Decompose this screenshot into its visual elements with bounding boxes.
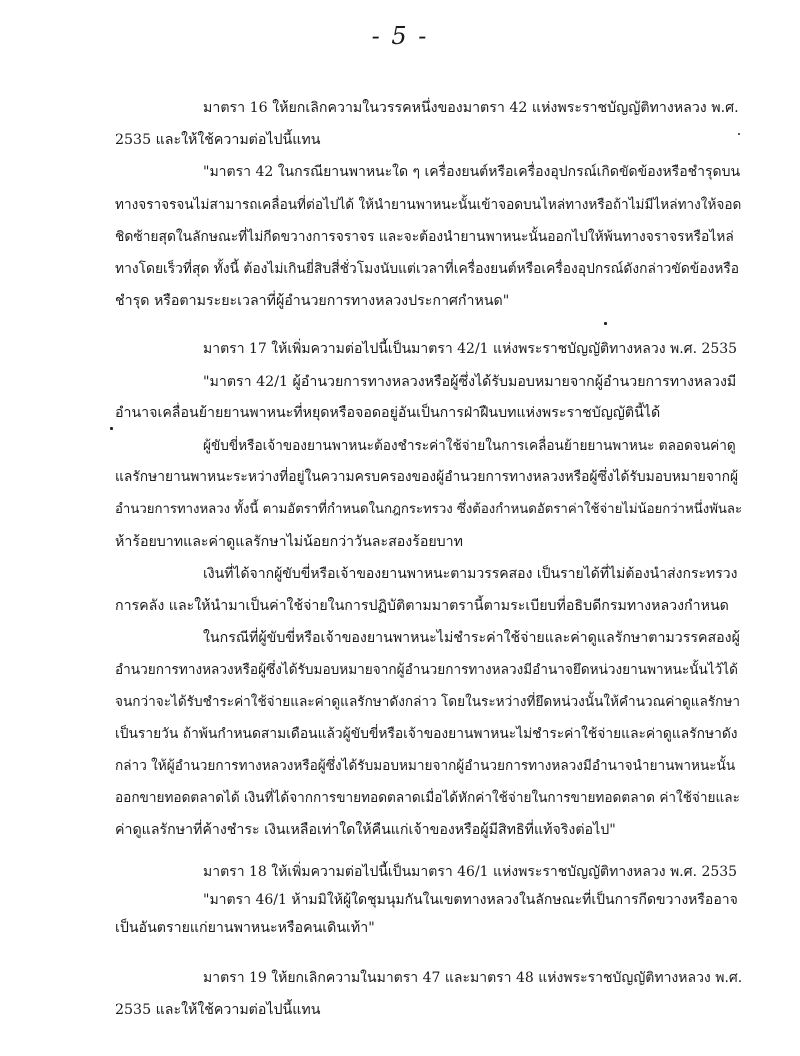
text-line: มาตรา 17 ให้เพิ่มความต่อไปนี้เป็นมาตรา 42/1 แห่งพระราชบัญญัติทางหลวง พ.ศ. 2535 bbox=[203, 341, 738, 357]
text-line: มาตรา 18 ให้เพิ่มความต่อไปนี้เป็นมาตรา 46/1 แห่งพระราชบัญญัติทางหลวง พ.ศ. 2535 bbox=[203, 864, 738, 880]
text-line: "มาตรา 46/1 ห้ามมิให้ผู้ใดชุมนุมกันในเขตทางหลวงในลักษณะที่เป็นการกีดขวางหรืออาจ bbox=[203, 892, 738, 908]
text-line: มาตรา 19 ให้ยกเลิกความในมาตรา 47 และมาตรา 48 แห่งพระราชบัญญัติทางหลวง พ.ศ. bbox=[203, 970, 743, 986]
text-line: ผู้ขับขี่หรือเจ้าของยานพาหนะต้องชำระค่าใช้จ่ายในการเคลื่อนย้ายยานพาหนะ ตลอดจนค่าดู bbox=[203, 438, 736, 454]
scan-speck bbox=[738, 133, 740, 135]
text-line: ออกขายทอดตลาดได้ เงินที่ได้จากการขายทอดตลาดเมื่อได้หักค่าใช้จ่ายในการขายทอดตลาด ค่าใช้จ่ายและ bbox=[115, 790, 740, 806]
text-line: มาตรา 16 ให้ยกเลิกความในวรรคหนึ่งของมาตรา 42 แห่งพระราชบัญญัติทางหลวง พ.ศ. bbox=[203, 100, 739, 116]
text-line: 2535 และให้ใช้ความต่อไปนี้แทน bbox=[115, 132, 321, 148]
text-line: ทางโดยเร็วที่สุด ทั้งนี้ ต้องไม่เกินยี่สิบสี่ชั่วโมงนับแต่เวลาที่เครื่องยนต์หรือเครื่องอุปกรณ์ดังกล่าวขัดข้องหรือ bbox=[115, 261, 740, 277]
text-line: "มาตรา 42 ในกรณียานพาหนะใด ๆ เครื่องยนต์หรือเครื่องอุปกรณ์เกิดขัดข้องหรือชำรุดบน bbox=[203, 164, 741, 180]
text-line: ทางจราจรจนไม่สามารถเคลื่อนที่ต่อไปได้ ให้นำยานพาหนะนั้นเข้าจอดบนไหล่ทางหรือถ้าไม่มีไหล่ทางให้จอด bbox=[115, 197, 742, 213]
text-line: กล่าว ให้ผู้อำนวยการทางหลวงหรือผู้ซึ่งได้รับมอบหมายจากผู้อำนวยการทางหลวงมีอำนาจนำยานพาหนะนั้น bbox=[115, 758, 736, 774]
text-line: ในกรณีที่ผู้ขับขี่หรือเจ้าของยานพาหนะไม่ชำระค่าใช้จ่ายและค่าดูแลรักษาตามวรรคสองผู้ bbox=[203, 630, 740, 646]
text-line: ชิดซ้ายสุดในลักษณะที่ไม่กีดขวางการจราจร และจะต้องนำยานพาหนะนั้นออกไปให้พ้นทางจราจรหรือไหล่ bbox=[115, 229, 734, 245]
text-line: การคลัง และให้นำมาเป็นค่าใช้จ่ายในการปฏิบัติตามมาตรานี้ตามระเบียบที่อธิบดีกรมทางหลวงกำหนด bbox=[115, 598, 729, 614]
text-line: เงินที่ได้จากผู้ขับขี่หรือเจ้าของยานพาหนะตามวรรคสอง เป็นรายได้ที่ไม่ต้องนำส่งกระทรวง bbox=[203, 566, 738, 582]
page-number: - 5 - bbox=[371, 22, 429, 50]
text-line: "มาตรา 42/1 ผู้อำนวยการทางหลวงหรือผู้ซึ่งได้รับมอบหมายจากผู้อำนวยการทางหลวงมี bbox=[203, 374, 737, 390]
text-line: แลรักษายานพาหนะระหว่างที่อยู่ในความครบครองของผู้อำนวยการทางหลวงหรือผู้ซึ่งได้รับมอบหมายจากผู้ bbox=[115, 469, 739, 485]
text-line: อำนาจเคลื่อนย้ายยานพาหนะที่หยุดหรือจอดอยู่อันเป็นการฝ่าฝืนบทแห่งพระราชบัญญัตินี้ได้ bbox=[115, 405, 661, 421]
text-line: ห้าร้อยบาทและค่าดูแลรักษาไม่น้อยกว่าวันละสองร้อยบาท bbox=[115, 534, 464, 550]
text-line: เป็นรายวัน ถ้าพ้นกำหนดสามเดือนแล้วผู้ขับขี่หรือเจ้าของยานพาหนะไม่ชำระค่าใช้จ่ายและค่าดูแลรักษาดัง bbox=[115, 726, 738, 742]
text-line: อำนวยการทางหลวงหรือผู้ซึ่งได้รับมอบหมายจากผู้อำนวยการทางหลวงมีอำนาจยึดหน่วงยานพาหนะนั้นไว้ได้ bbox=[115, 662, 738, 678]
text-line: เป็นอันตรายแก่ยานพาหนะหรือคนเดินเท้า" bbox=[115, 920, 375, 936]
text-line: 2535 และให้ใช้ความต่อไปนี้แทน bbox=[115, 1002, 321, 1018]
scan-speck bbox=[604, 322, 607, 325]
scan-speck bbox=[110, 427, 113, 430]
text-line: จนกว่าจะได้รับชำระค่าใช้จ่ายและค่าดูแลรักษาดังกล่าว โดยในระหว่างที่ยึดหน่วงนั้นให้คำนวณค่าดูแลรักษา bbox=[115, 694, 741, 710]
text-line: ค่าดูแลรักษาที่ค้างชำระ เงินเหลือเท่าใดให้คืนแก่เจ้าของหรือผู้มีสิทธิที่แท้จริงต่อไป" bbox=[115, 822, 616, 838]
text-line: อำนวยการทางหลวง ทั้งนี้ ตามอัตราที่กำหนดในกฎกระทรวง ซึ่งต้องกำหนดอัตราค่าใช้จ่ายไม่น้อยกว่าหนึ่งพันละ bbox=[115, 502, 743, 517]
text-line: ชำรุด หรือตามระยะเวลาที่ผู้อำนวยการทางหลวงประกาศกำหนด" bbox=[115, 293, 510, 309]
